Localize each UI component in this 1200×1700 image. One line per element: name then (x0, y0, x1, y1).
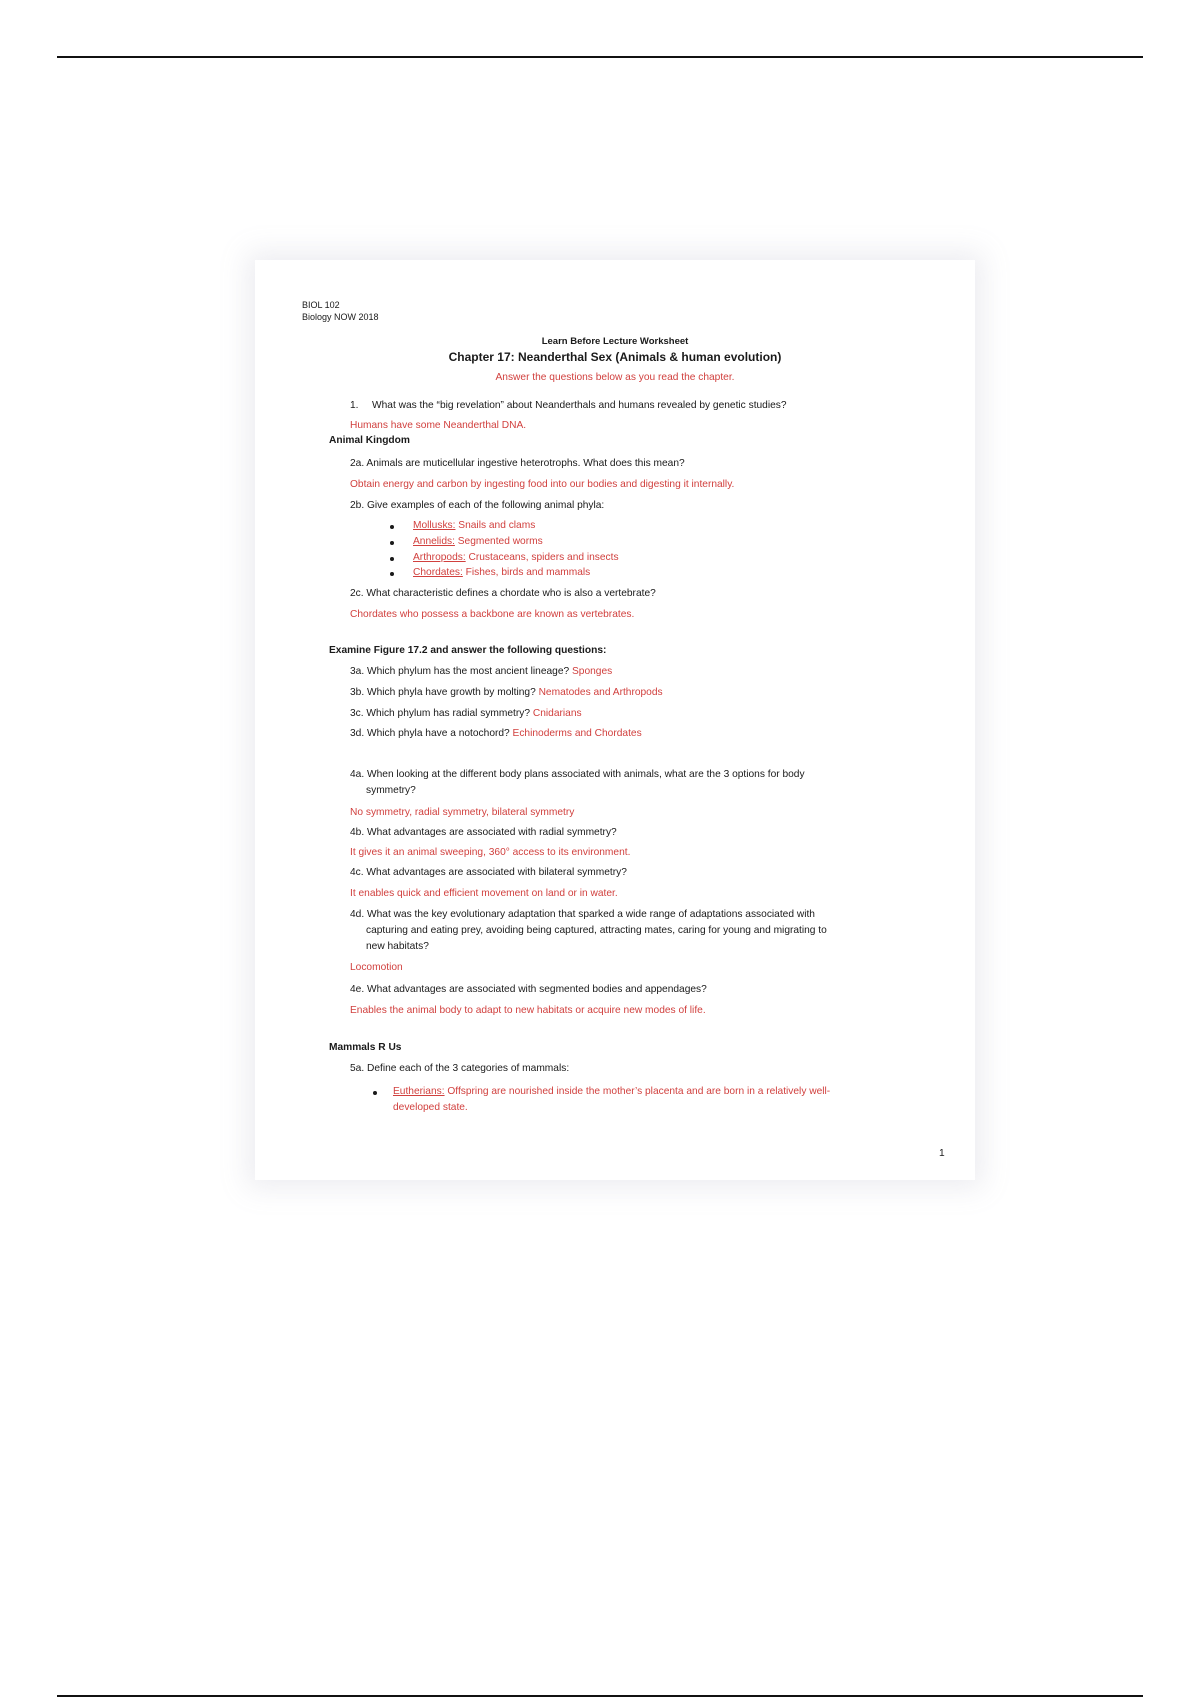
bullet-icon (390, 557, 394, 561)
q5a-question: 5a. Define each of the 3 categories of mammals: (350, 1063, 570, 1074)
mammals-heading: Mammals R Us (329, 1042, 402, 1053)
phylum-name: Mollusks: (413, 520, 456, 531)
bullet-icon (373, 1091, 377, 1095)
q4d-question-line3: new habitats? (366, 941, 429, 952)
q1-answer: Humans have some Neanderthal DNA. (350, 420, 527, 431)
q4c-question: 4c. What advantages are associated with bilateral symmetry? (350, 867, 627, 878)
q4a-question-line2: symmetry? (366, 785, 416, 796)
q4a-question-line1: 4a. When looking at the different body plans associated with animals, what are the 3 options for body (350, 769, 805, 780)
page-number: 1 (939, 1148, 945, 1159)
phylum-name: Chordates: (413, 567, 463, 578)
mammal-definition-line1: Offspring are nourished inside the mother’s placenta and are born in a relatively well- (444, 1086, 831, 1097)
q1-question: What was the “big revelation” about Neanderthals and humans revealed by genetic studies? (372, 400, 787, 411)
q2c-question: 2c. What characteristic defines a chordate who is also a vertebrate? (350, 588, 656, 599)
q4d-question-line2: capturing and eating prey, avoiding being captured, attracting mates, caring for young and migrating to (366, 925, 827, 936)
q4e-question: 4e. What advantages are associated with segmented bodies and appendages? (350, 984, 707, 995)
q3b (350, 686, 663, 700)
q3d (350, 727, 642, 741)
bottom-rule (57, 1695, 1143, 1697)
animal-kingdom-heading: Animal Kingdom (329, 435, 410, 446)
phylum-examples: Snails and clams (455, 520, 536, 531)
chapter-title: Chapter 17: Neanderthal Sex (Animals & human evolution) (448, 350, 782, 364)
figure-section-heading: Examine Figure 17.2 and answer the following questions: (329, 645, 607, 656)
bullet-icon (390, 525, 394, 529)
instruction-text: Answer the questions below as you read the chapter. (495, 372, 735, 383)
phylum-examples: Crustaceans, spiders and insects (465, 552, 619, 563)
q4c-answer: It enables quick and efficient movement on land or in water. (350, 888, 618, 899)
phylum-examples: Segmented worms (454, 536, 543, 547)
q3b-question: 3b. Which phyla have growth by molting? (350, 687, 539, 698)
q2c-answer: Chordates who possess a backbone are known as vertebrates. (350, 609, 635, 620)
course-code: BIOL 102 (302, 300, 340, 310)
q2b-question: 2b. Give examples of each of the following animal phyla: (350, 500, 605, 511)
q3a-answer: Sponges (572, 666, 613, 677)
q2a-answer: Obtain energy and carbon by ingesting food into our bodies and digesting it internally. (350, 479, 735, 490)
q4b-question: 4b. What advantages are associated with radial symmetry? (350, 827, 617, 838)
bullet-icon (390, 541, 394, 545)
phylum-examples: Fishes, birds and mammals (462, 567, 591, 578)
q3d-question: 3d. Which phyla have a notochord? (350, 728, 513, 739)
q3c-question: 3c. Which phylum has radial symmetry? (350, 708, 533, 719)
q3c-answer: Cnidarians (532, 708, 582, 719)
q4a-answer: No symmetry, radial symmetry, bilateral symmetry (350, 807, 575, 818)
phylum-name: Arthropods: (413, 552, 466, 563)
q3a-question: 3a. Which phylum has the most ancient lineage? (350, 666, 572, 677)
phylum-name: Annelids: (413, 536, 455, 547)
q4d-question-line1: 4d. What was the key evolutionary adaptation that sparked a wide range of adaptations associated with (350, 909, 815, 920)
q3d-answer: Echinoderms and Chordates (512, 728, 642, 739)
q4b-answer: It gives it an animal sweeping, 360° access to its environment. (350, 847, 631, 858)
q3c (350, 707, 582, 721)
q2a-question: 2a. Animals are muticellular ingestive heterotrophs. What does this mean? (350, 458, 685, 469)
mammal-definition-line2: developed state. (393, 1102, 468, 1113)
q3b-answer: Nematodes and Arthropods (538, 687, 663, 698)
worksheet-page (255, 260, 975, 1180)
q4e-answer: Enables the animal body to adapt to new habitats or acquire new modes of life. (350, 1005, 706, 1016)
course-term: Biology NOW 2018 (302, 312, 379, 322)
worksheet-title: Learn Before Lecture Worksheet (541, 336, 689, 347)
q4d-answer: Locomotion (350, 962, 403, 973)
q3a (350, 665, 612, 679)
top-rule (57, 56, 1143, 58)
mammal-term: Eutherians: (393, 1086, 445, 1097)
q1-number: 1. (350, 400, 359, 411)
bullet-icon (390, 572, 394, 576)
